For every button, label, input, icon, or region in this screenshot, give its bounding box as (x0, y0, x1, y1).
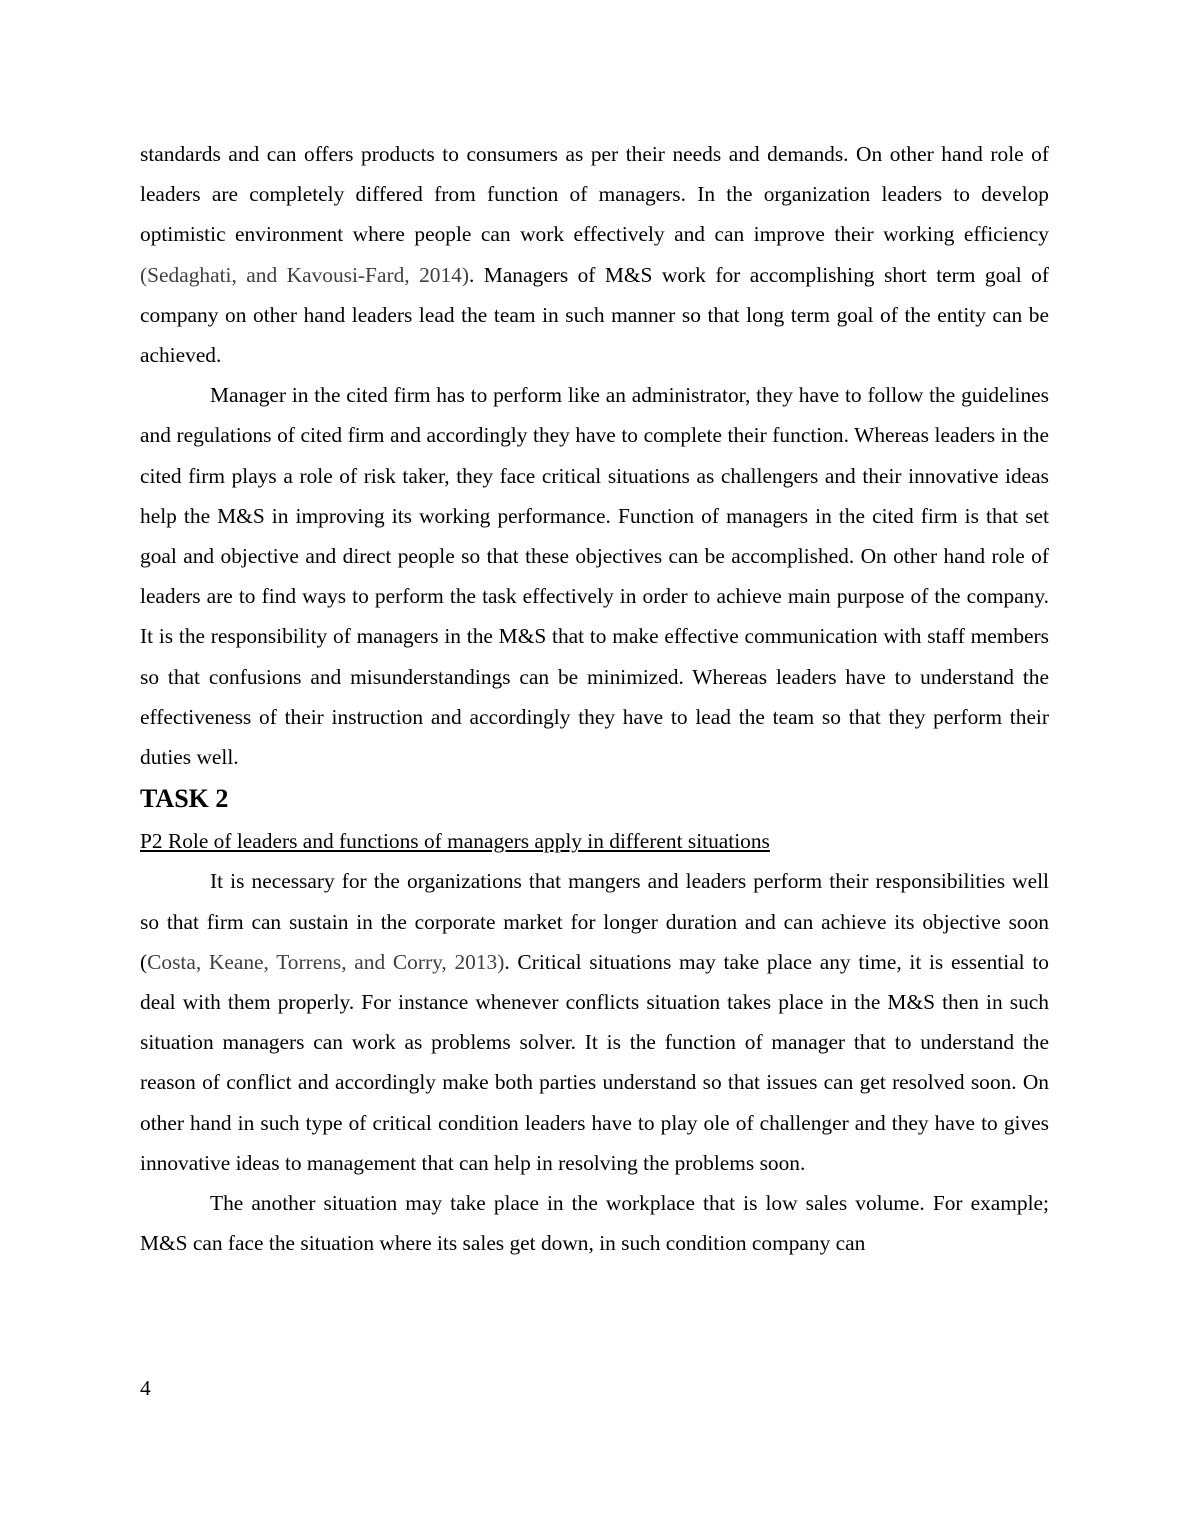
document-page (140, 134, 1049, 1263)
task-heading: TASK 2 (140, 784, 229, 814)
paragraph-critical-situations (140, 861, 1049, 1183)
paragraph-leaders-vs-managers (140, 134, 1049, 375)
paragraph-text: . Critical situations may take place any time, it is essential to deal with them properly. For instance whenever conflicts situation takes place in the M&S then in such situation managers can work as problems solver. It is the function of manager that to understand the reason of conflict and accordingly make both parties understand so that issues can get resolved soon. On other hand in such type of critical condition leaders have to play ole of challenger and they have to gives innovative ideas to management that can help in resolving the problems soon. (140, 949, 1049, 1175)
section-heading: P2 Role of leaders and functions of managers apply in different situations (140, 829, 770, 854)
paragraph-text: standards and can offers products to consumers as per their needs and demands. On other hand role of leaders are completely differed from function of managers. In the organization leaders to develop optimistic environment where people can work effectively and can improve their working efficiency (140, 142, 1049, 247)
paragraph-administrator-role: Manager in the cited firm has to perform like an administrator, they have to follow the guidelines and regulations of cited firm and accordingly they have to complete their function. Whereas leaders in the cited firm plays a role of risk taker, they face critical situations as challengers and their innovative ideas help the M&S in improving its working performance. Function of managers in the cited firm is that set goal and objective and direct people so that these objectives can be accomplished. On other hand role of leaders are to find ways to perform the task effectively in order to achieve main purpose of the company. It is the responsibility of managers in the M&S that to make effective communication with staff members so that confusions and misunderstandings can be minimized. Whereas leaders have to understand the effectiveness of their instruction and accordingly they have to lead the team so that they perform their duties well. (140, 383, 1049, 770)
paragraph-low-sales: The another situation may take place in the workplace that is low sales volume. For example; M&S can face the situation where its sales get down, in such condition company can (140, 1191, 1049, 1256)
citation: Costa, Keane, Torrens, and Corry, 2013) (147, 949, 505, 974)
page-number: 4 (140, 1376, 151, 1400)
citation: (Sedaghati, and Kavousi-Fard, 2014) (140, 262, 469, 287)
paragraph-text: It is necessary for the organizations that mangers and leaders perform their responsibilities well so that firm can sustain in the corporate market for longer duration and can achieve its objective soon ( (140, 869, 1049, 974)
paragraph-text: . Managers of M&S work for accomplishing short term goal of company on other hand leaders lead the team in such manner so that long term goal of the entity can be achieved. (140, 262, 1049, 368)
